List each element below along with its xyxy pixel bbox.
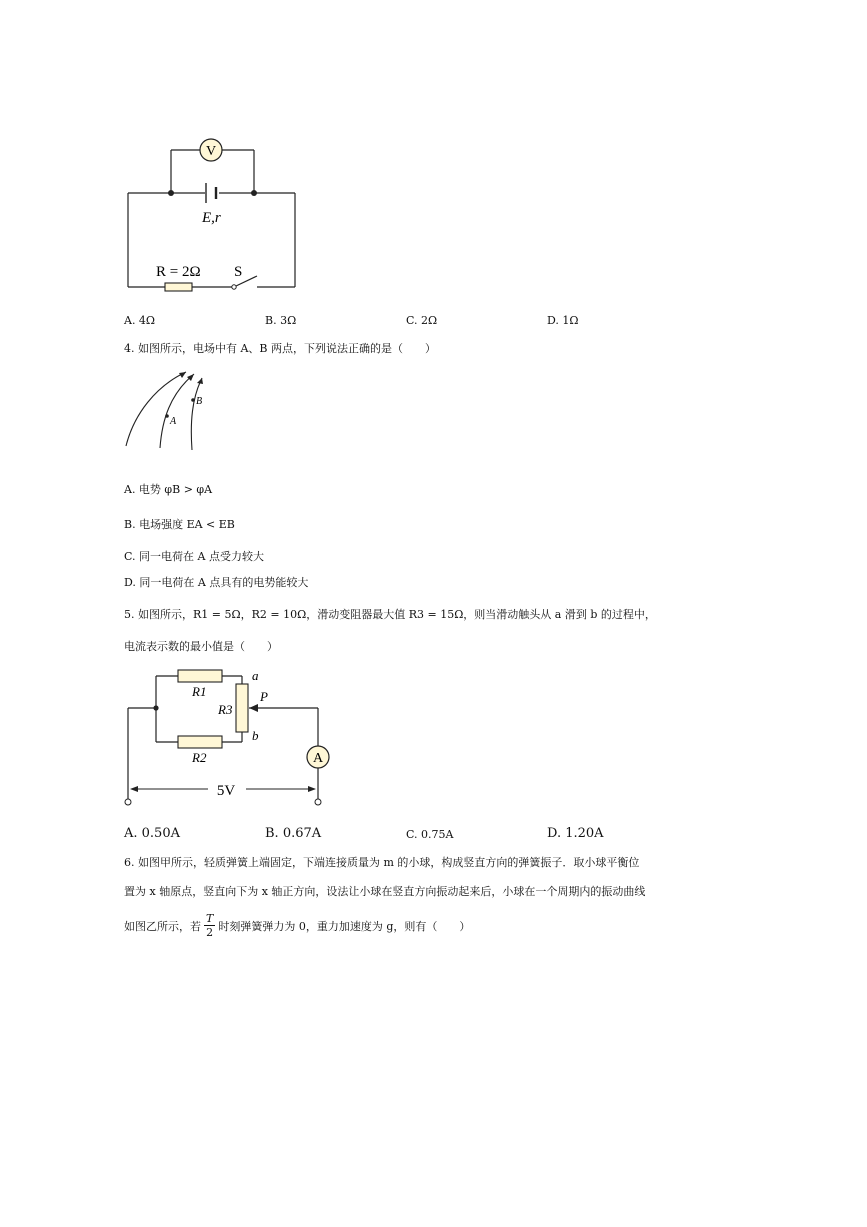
r1-label: R1: [192, 684, 207, 699]
resistor-r1: [178, 670, 222, 682]
r3-label: R3: [218, 702, 233, 717]
q4-option-a: A. 电势 φB > φA: [124, 483, 213, 496]
q3-option-c: C. 2Ω: [406, 314, 438, 327]
q5-option-a: A. 0.50A: [124, 826, 180, 841]
voltmeter-label: V: [205, 144, 217, 159]
q4-stem: 4. 如图所示，电场中有 A、B 两点，下列说法正确的是（ ）: [124, 342, 437, 355]
r2-label: R2: [192, 750, 207, 765]
q4-option-c: C. 同一电荷在 A 点受力较大: [124, 550, 264, 563]
ammeter-label: A: [312, 751, 324, 766]
q4-option-d: D. 同一电荷在 A 点具有的电势能较大: [124, 576, 309, 589]
resistor-label: R = 2Ω: [156, 264, 201, 280]
q4-field-lines-diagram: [120, 364, 220, 454]
q3-option-b: B. 3Ω: [265, 314, 297, 327]
point-b-label: B: [196, 396, 203, 407]
q4-option-b: B. 电场强度 EA < EB: [124, 518, 235, 531]
q5-option-c: C. 0.75A: [406, 828, 454, 841]
q3-option-a: A. 4Ω: [124, 314, 156, 327]
q5-option-d: D. 1.20A: [547, 826, 604, 841]
a-label: a: [252, 668, 259, 683]
q6-line2: 置为 x 轴原点，竖直向下为 x 轴正方向，设法让小球在竖直方向振动起来后，小球在一个周期内的振动曲线: [124, 885, 646, 898]
ammeter: [307, 746, 329, 768]
q5-circuit-diagram: [118, 662, 338, 812]
p-label: P: [260, 689, 268, 704]
rheostat-r3: [236, 684, 248, 732]
resistor-r2: [178, 736, 222, 748]
q5-stem-line2: 电流表示数的最小值是（ ）: [124, 640, 278, 653]
q5-stem-line1: 5. 如图所示，R1 = 5Ω，R2 = 10Ω，滑动变阻器最大值 R3 = 15Ω，则当滑动触头从 a 滑到 b 的过程中，: [124, 608, 656, 621]
q3-option-d: D. 1Ω: [547, 314, 579, 327]
q6-line3: [124, 912, 470, 939]
b-label: b: [252, 728, 259, 743]
voltage-label: 5V: [216, 783, 236, 799]
q6-line3-post: 时刻弹簧弹力为 0，重力加速度为 g，则有（ ）: [218, 919, 471, 933]
fraction-denominator: 2: [206, 926, 214, 939]
resistor-r: [165, 283, 192, 291]
junction-dot: [168, 190, 174, 196]
voltmeter: [200, 139, 222, 161]
point-a-label: A: [170, 416, 177, 427]
field-line: [191, 378, 202, 450]
switch-label: S: [234, 264, 243, 280]
q6-line3-pre: 如图乙所示，若: [124, 919, 201, 933]
q3-circuit-diagram: [120, 135, 310, 295]
fraction-numerator: T: [206, 912, 214, 925]
junction-dot: [251, 190, 257, 196]
field-line: [126, 372, 186, 446]
fraction-t-over-2: [204, 912, 215, 939]
source-label: E,r: [202, 210, 221, 226]
q5-option-b: B. 0.67A: [265, 826, 322, 841]
q6-line1: 6. 如图甲所示，轻质弹簧上端固定，下端连接质量为 m 的小球，构成竖直方向的弹簧振子．取小球平衡位: [124, 856, 640, 869]
